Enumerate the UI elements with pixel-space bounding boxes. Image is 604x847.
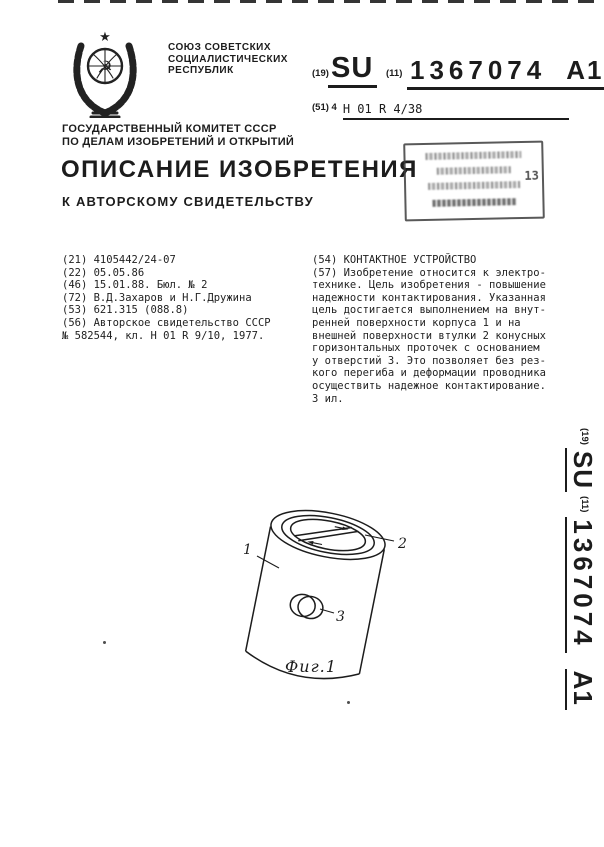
country-code: SU [328, 54, 377, 88]
ipc-classification-line [312, 100, 569, 120]
biblio-right-column [312, 254, 568, 405]
scan-artifact-dot [103, 641, 106, 644]
stamp-smudge-line [437, 166, 511, 175]
kind-code: A1 [565, 669, 598, 710]
country-code: SU [565, 448, 598, 492]
scan-artifact-top-edge [58, 0, 598, 3]
figure-1-drawing [215, 470, 445, 705]
document-subtitle: К АВТОРСКОМУ СВИДЕТЕЛЬСТВУ [62, 194, 314, 209]
inid-code-19: (19) [579, 428, 590, 445]
inid-code-19: (19) [312, 68, 329, 79]
figure-label-3: 3 [336, 609, 345, 625]
document-number: 1367074 [410, 55, 547, 85]
inid-code-51: (51) 4 [312, 102, 337, 113]
publication-number-line [312, 54, 604, 94]
svg-text:★: ★ [99, 30, 111, 45]
union-name-text: СОЮЗ СОВЕТСКИХ СОЦИАЛИСТИЧЕСКИХ РЕСПУБЛИК [168, 42, 288, 76]
inid-code-11: (11) [386, 68, 403, 79]
inid-code-11: (11) [579, 496, 590, 513]
document-number-group [407, 57, 604, 90]
sidebar-publication-number [552, 428, 598, 706]
ussr-coat-of-arms-icon [66, 26, 144, 118]
figure-caption: Фиг.1 [285, 657, 337, 676]
state-committee-text: ГОСУДАРСТВЕННЫЙ КОМИТЕТ СССР ПО ДЕЛАМ ИЗОБРЕТЕНИЙ И ОТКРЫТИЙ [62, 123, 295, 148]
figure-label-1: 1 [243, 542, 252, 558]
figure-label-2: 2 [398, 536, 407, 552]
library-stamp [403, 141, 545, 222]
stamp-smudge-line [432, 198, 516, 207]
stamp-number: 13 [524, 168, 540, 183]
ipc-class: H 01 R 4/38 [343, 102, 569, 120]
biblio-left-column: (21) 4105442/24-07 (22) 05.05.86 (46) 15.01.88. Бюл. № 2 (72) В.Д.Захаров и Н.Г.Дружина (53) 621.315 (088.8) (56) Авторское свидетельство СССР № 582544, кл. Н 01 R 9/10, 1977. [62, 254, 271, 342]
stamp-smudge-line [428, 181, 520, 190]
stamp-smudge-line [425, 151, 521, 160]
svg-text:☭: ☭ [97, 58, 113, 78]
document-title: ОПИСАНИЕ ИЗОБРЕТЕНИЯ [61, 156, 418, 183]
invention-title-line: (54) КОНТАКТНОЕ УСТРОЙСТВО [312, 254, 477, 266]
document-number: 1367074 [565, 517, 598, 652]
kind-code: A1 [566, 55, 604, 85]
abstract-text: (57) Изобретение относится к электро- технике. Цель изобретения - повышение надежности контактирования. Указанная цель достигается выполнением на внут- ренней поверхности корпуса 1 и на внешней поверхности втулки 2 конусных горизонтальных проточек с основанием у отверстий 3. Это позволяет без рез- кого перегиба и деформации проводника осуществить надежное контактирование. 3 ил. [312, 266, 546, 405]
